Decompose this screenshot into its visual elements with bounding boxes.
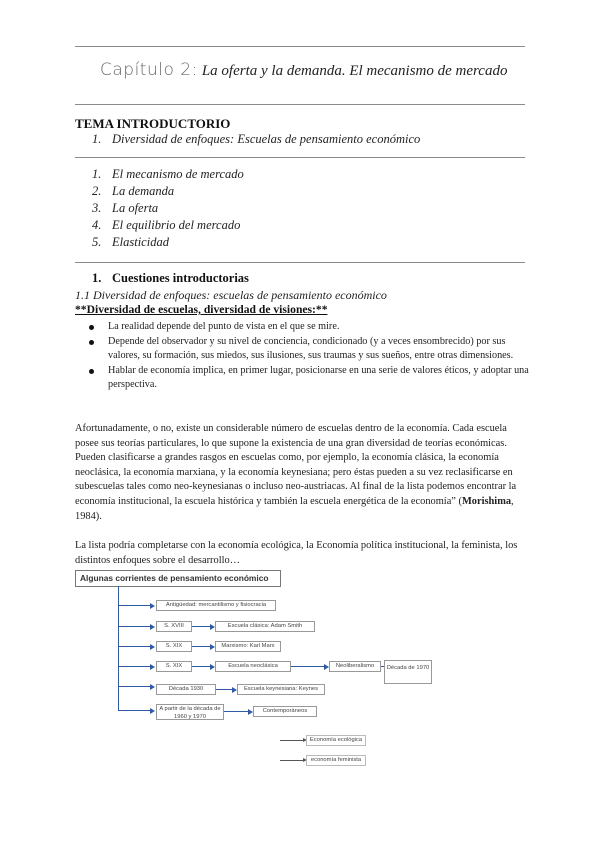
outline-item: 3. La oferta [92,201,159,215]
box-keynesiana: Escuela keynesiana: Keynes [237,684,325,695]
arrow [118,626,152,627]
bullet-list [95,320,530,393]
arrow [118,605,152,606]
arrow [280,740,304,741]
chapter-title: La oferta y la demanda. El mecanismo de mercado [201,63,508,79]
paragraph-2: La lista podría completarse con la economía ecológica, la Economía política institucional, la feminista, los distintos enfoques sobre el desarrollo… [75,540,518,566]
diagram-trunk [118,586,119,686]
rule-2 [75,104,525,105]
arrow [291,666,326,667]
arrow [216,689,234,690]
arrow [192,666,212,667]
arrow [118,710,152,711]
outline-item: 5. Elasticidad [92,235,169,249]
bold-heading: **Diversidad de escuelas, diversidad de visiones:** [75,303,328,316]
box-decada1930: Década 1930 [156,684,216,695]
arrow [224,711,250,712]
outline-item: 4. El equilibrio del mercado [92,218,241,232]
chapter-label: Capítulo 2: [100,60,198,80]
list-item: Hablar de economía implica, en primer lugar, posicionarse en una serie de valores éticos, y adoptar una perspectiva. [95,364,530,393]
rule-3 [75,157,525,158]
arrow [118,686,152,687]
box-clasica: Escuela clásica: Adam Smith [215,621,315,632]
box-s19a: S. XIX [156,641,192,652]
outline-item: 1. El mecanismo de mercado [92,167,244,181]
subsection-heading: 1.1 Diversidad de enfoques: escuelas de pensamiento económico [75,288,387,302]
section-heading: 1. Cuestiones introductorias [92,271,249,285]
chapter-heading [100,60,507,80]
arrow [118,646,152,647]
box-contemporaneos: Contemporáneos [253,706,317,717]
list-item: La realidad depende del punto de vista en el que se mire. [95,320,530,335]
box-neoclasica: Escuela neoclásica [215,661,291,672]
author-name: Morishima [461,495,512,507]
rule-4 [75,262,525,263]
box-a-partir: A partir de la década de 1960 y 1970 [156,704,224,720]
intro-heading: TEMA INTRODUCTORIO [75,116,231,131]
box-ecologica: Economía ecológica [306,735,366,746]
box-marxismo: Marxismo: Karl Marx [215,641,281,652]
arrow [192,626,212,627]
top-rule [75,46,525,47]
diagram-title: Algunas corrientes de pensamiento económico [80,573,269,583]
arrow [280,760,304,761]
outline-item: 2. La demanda [92,184,175,198]
diagram-trunk-lower [118,686,119,710]
arrow [192,646,212,647]
box-feminista: economía feminista [306,755,366,766]
paragraph-1: Afortunadamente, o no, existe un considerable número de escuelas dentro de la economía. Cada escuela posee sus teorías particulares, lo que supone la existencia de una gran diversidad de teorías económicas. Pueden clasificarse a grandes rasgos en escuelas como, por ejemplo, la economía clásica, la economía neoclásica, la economía marxiana, y la economía keynesiana; pero éstas pueden a su vez reclasificarse en subescuelas tales como neo-keynesianas o incluso neo-austriacas. Al final de la lista podemos encontrar la economía institucional, la escuela histórica y también la escuela energética de la economía” (Morishima, 1984). [75,423,517,522]
box-s19b: S. XIX [156,661,192,672]
box-antiguedad: Antigüedad: mercantilismo y fisiocracia [156,600,276,611]
box-s18: S. XVIII [156,621,192,632]
box-decada1970: Década de 1970 [384,660,432,684]
box-neoliberalismo: Neoliberalismo [329,661,381,672]
arrow [118,666,152,667]
intro-item: 1. Diversidad de enfoques: Escuelas de pensamiento económico [92,132,421,146]
list-item: Depende del observador y su nivel de conciencia, condicionado (y a veces ensombrecido) por sus valores, su formación, sus miedos, sus ilusiones, sus traumas y sus sueños, entre otras dimensiones. [95,335,530,364]
